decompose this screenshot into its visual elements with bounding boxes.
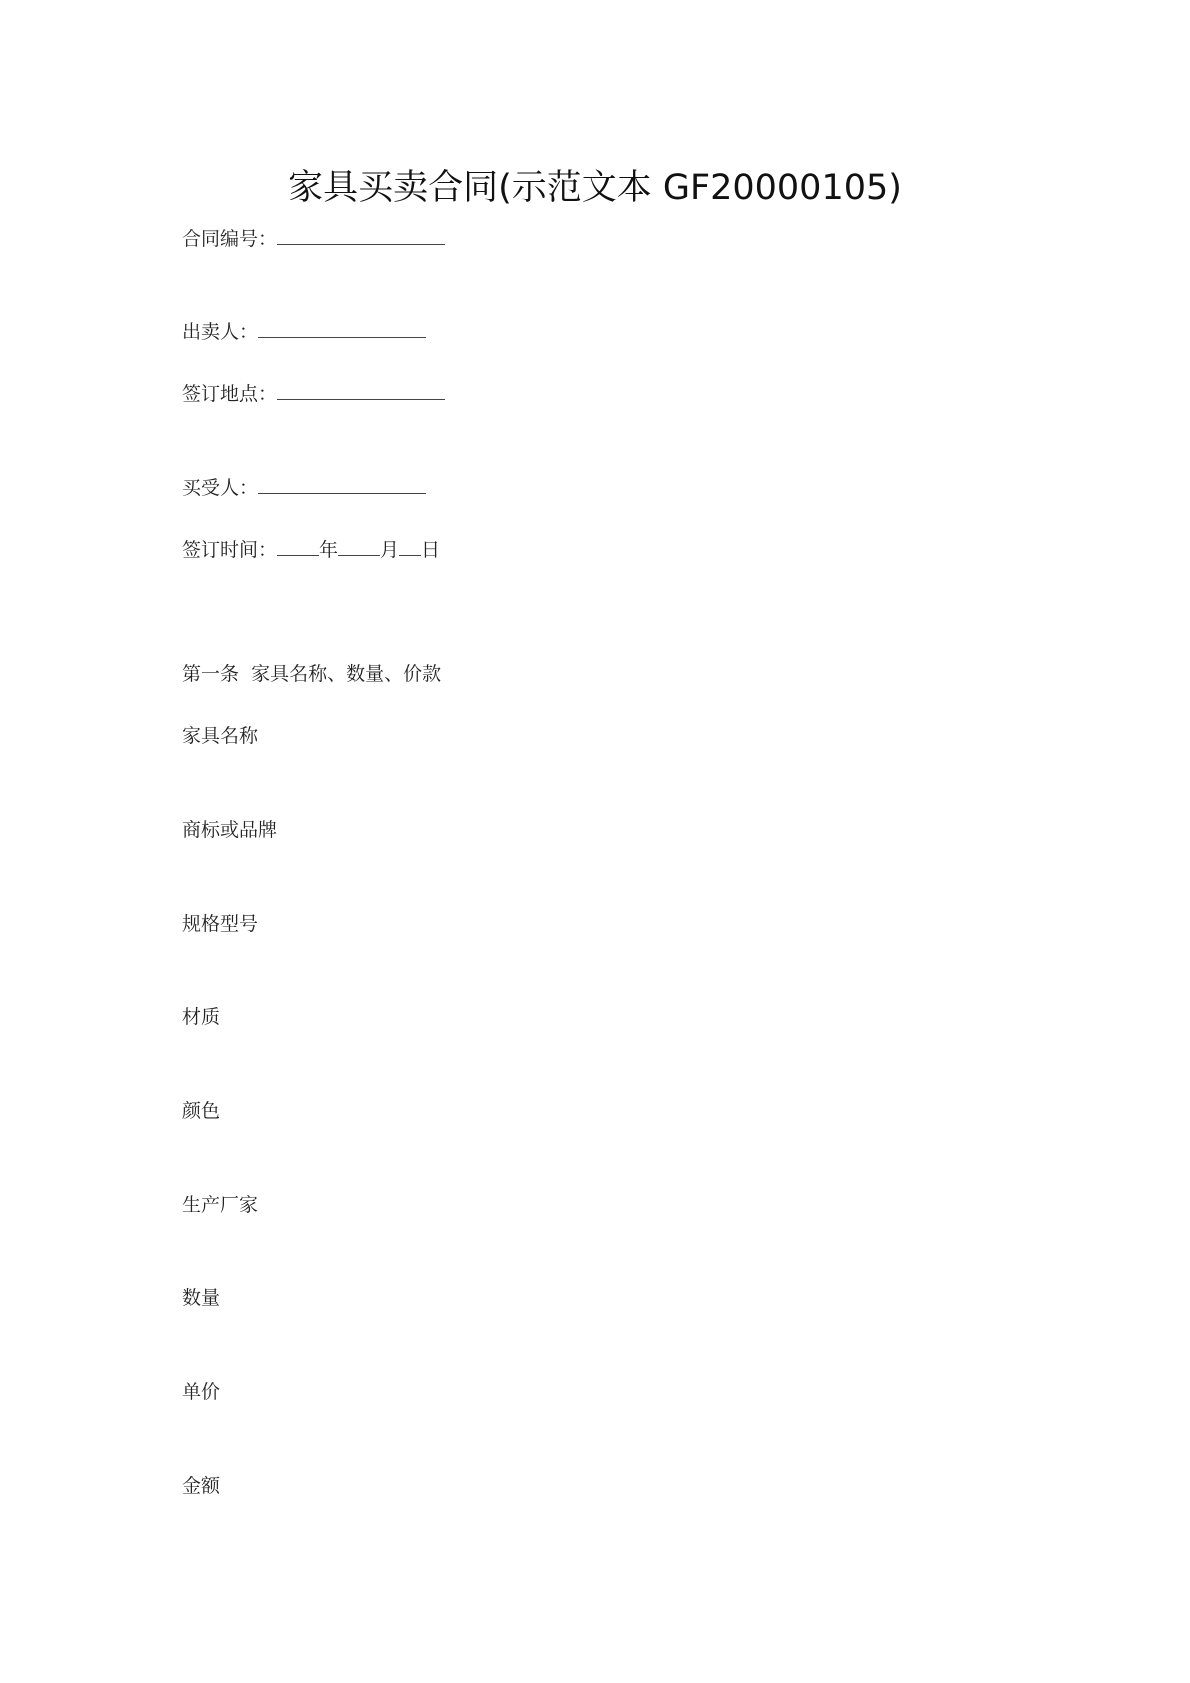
buyer-label: 买受人： bbox=[182, 477, 259, 499]
day-blank[interactable] bbox=[399, 537, 421, 556]
item-brand: 商标或品牌 bbox=[182, 819, 278, 841]
document-title: 家具买卖合同(示范文本 GF20000105) bbox=[288, 168, 902, 208]
contract-number-blank[interactable] bbox=[277, 226, 445, 245]
item-amount: 金额 bbox=[182, 1475, 221, 1497]
item-model: 规格型号 bbox=[182, 913, 259, 935]
buyer-row bbox=[182, 475, 426, 500]
sign-place-row bbox=[182, 381, 445, 406]
contract-number-label: 合同编号： bbox=[182, 228, 278, 250]
year-label: 年 bbox=[319, 539, 339, 561]
item-quantity: 数量 bbox=[182, 1287, 221, 1309]
buyer-blank[interactable] bbox=[258, 475, 426, 494]
day-label: 日 bbox=[421, 539, 441, 561]
year-blank[interactable] bbox=[277, 537, 319, 556]
sign-place-label: 签订地点： bbox=[182, 383, 278, 405]
month-blank[interactable] bbox=[338, 537, 380, 556]
item-unit-price: 单价 bbox=[182, 1381, 221, 1403]
seller-blank[interactable] bbox=[258, 319, 426, 338]
seller-row bbox=[182, 319, 426, 344]
item-manufacturer: 生产厂家 bbox=[182, 1194, 259, 1216]
item-material: 材质 bbox=[182, 1006, 221, 1028]
month-label: 月 bbox=[380, 539, 400, 561]
item-color: 颜色 bbox=[182, 1100, 221, 1122]
item-furniture-name: 家具名称 bbox=[182, 725, 259, 747]
article1-heading: 第一条 家具名称、数量、价款 bbox=[182, 663, 442, 685]
sign-time-row bbox=[182, 537, 440, 562]
contract-number-row bbox=[182, 226, 445, 251]
sign-place-blank[interactable] bbox=[277, 381, 445, 400]
seller-label: 出卖人： bbox=[182, 321, 259, 343]
sign-time-label: 签订时间： bbox=[182, 539, 278, 561]
